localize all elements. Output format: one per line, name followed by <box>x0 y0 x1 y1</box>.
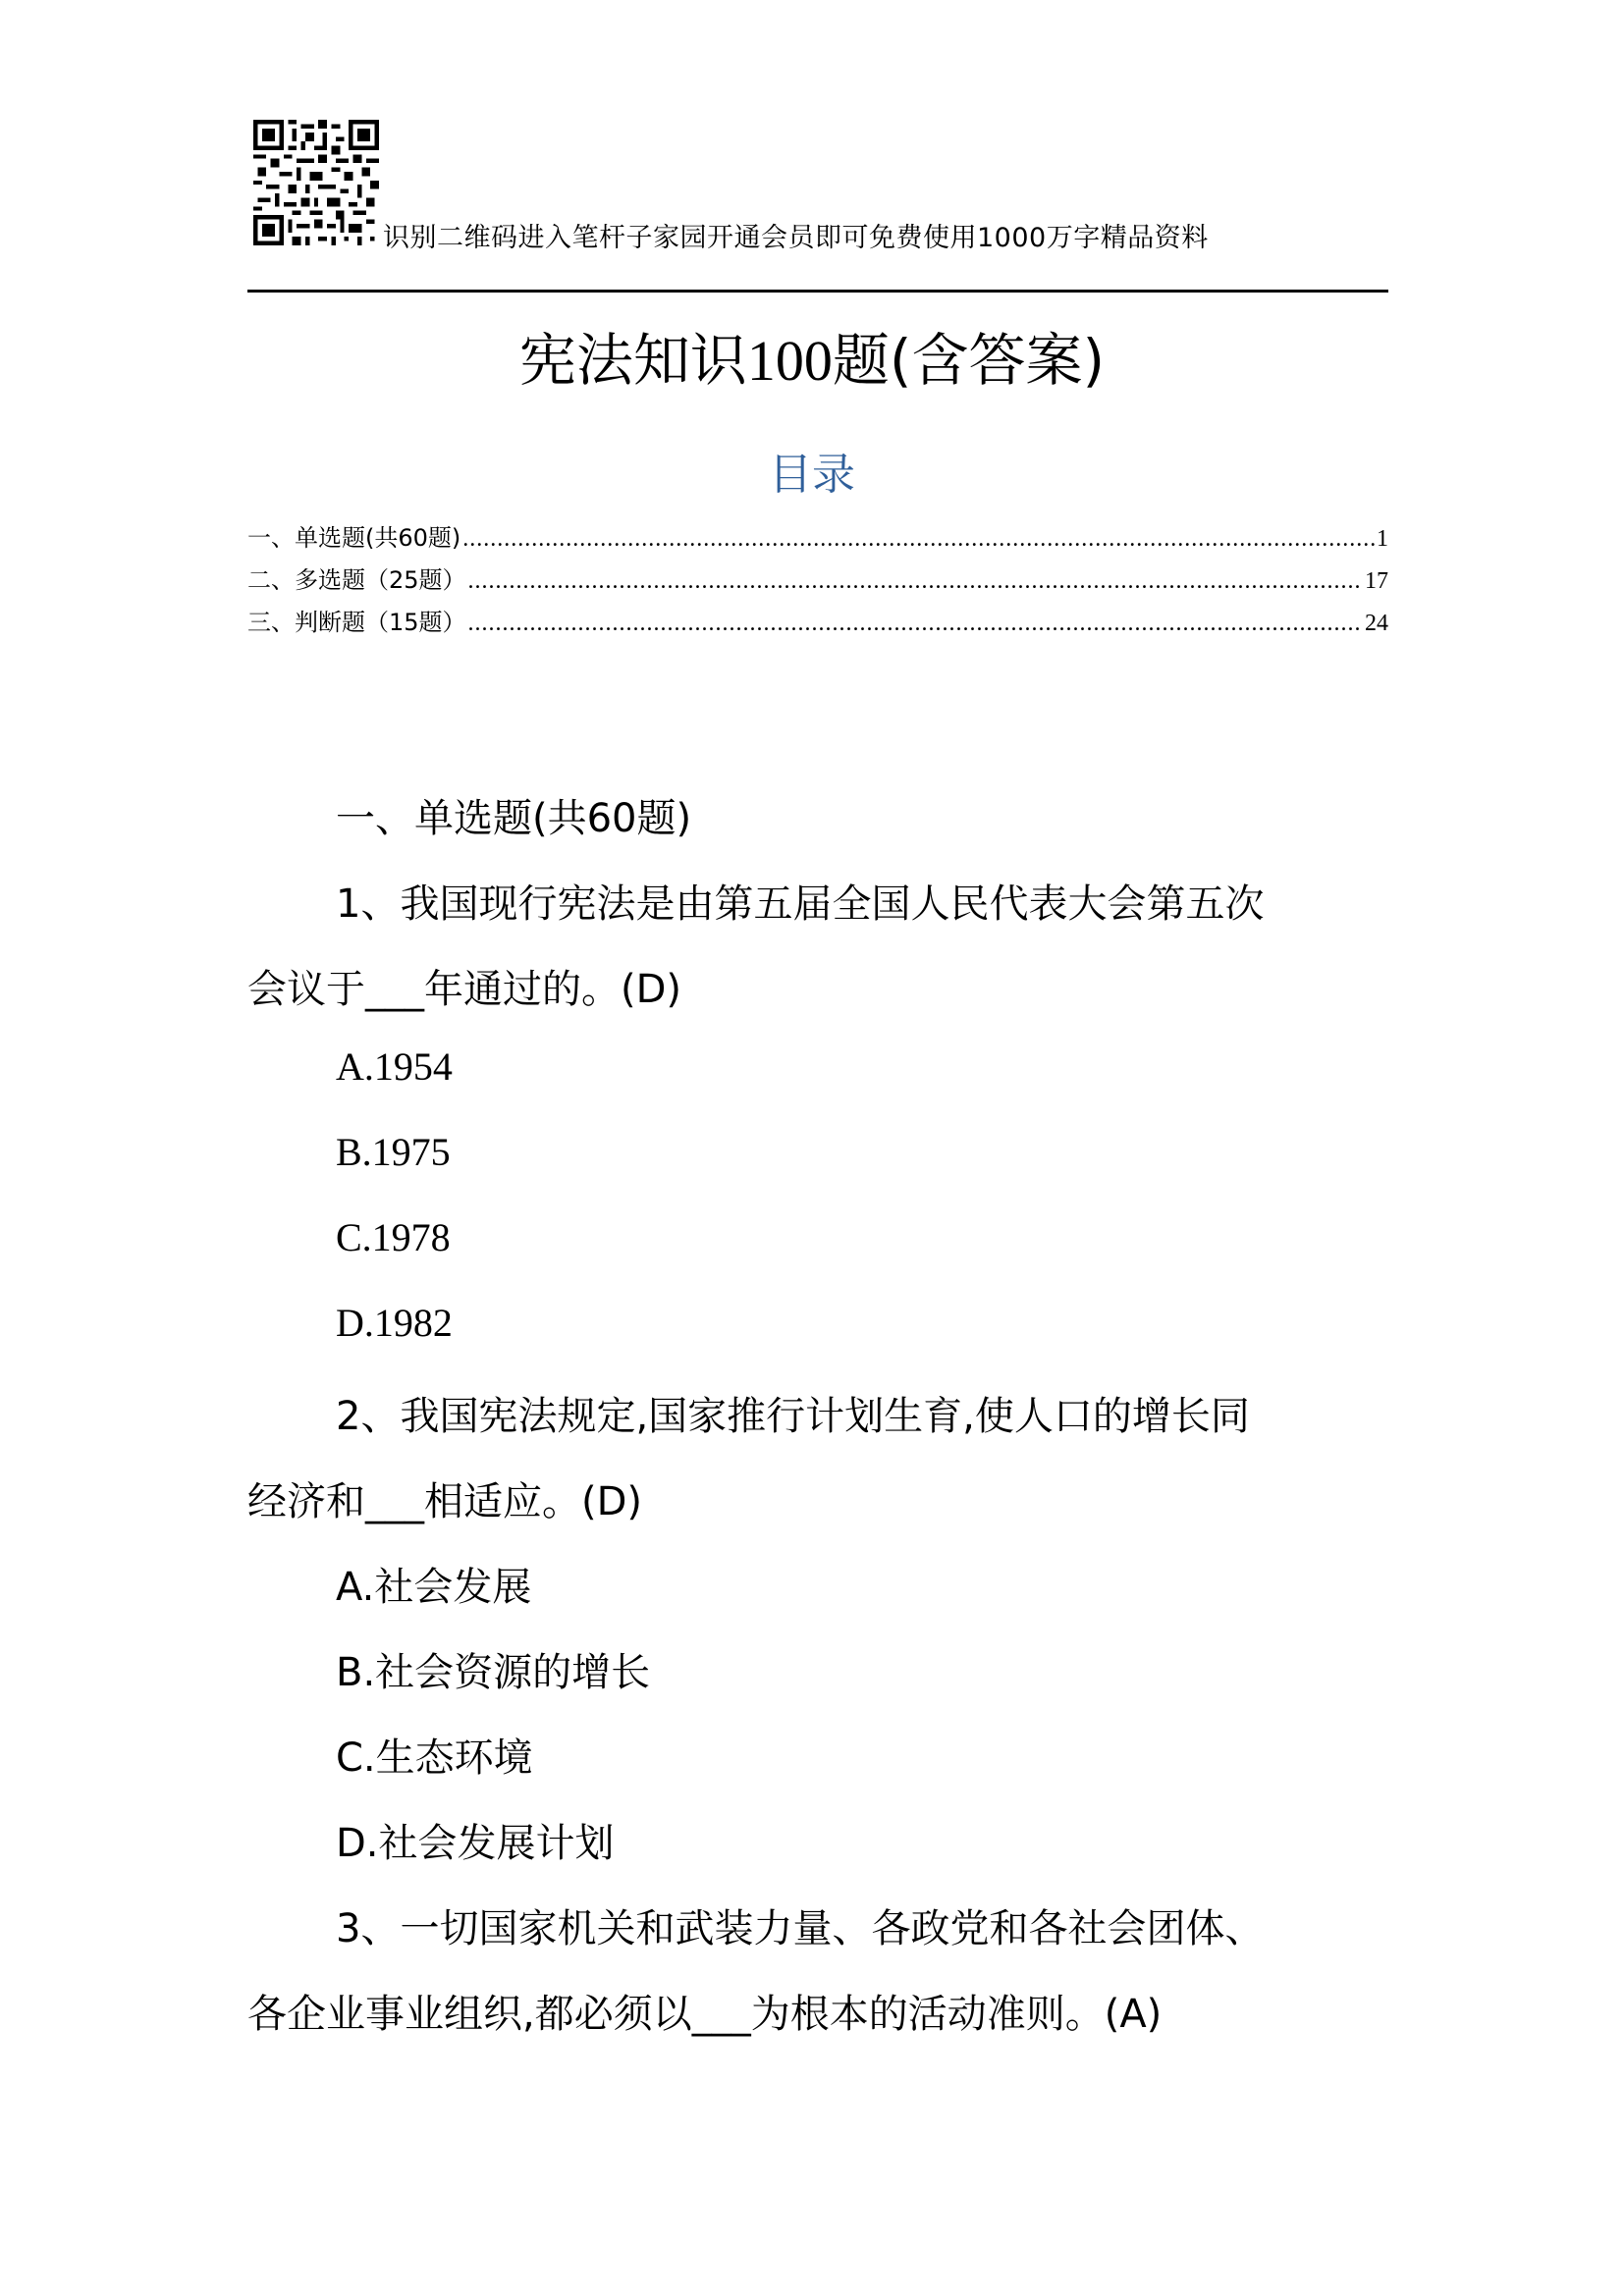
question-2-line-1: 2、我国宪法规定,国家推行计划生育,使人口的增长同 <box>336 1394 1250 1439</box>
toc-leader-dots <box>462 526 1375 553</box>
toc-leader-dots <box>468 568 1363 595</box>
question-1-option-b: B.1975 <box>336 1130 451 1174</box>
qr-banner-text: 识别二维码进入笔杆子家园开通会员即可免费使用1000万字精品资料 <box>383 223 1209 253</box>
question-2-option-b: B.社会资源的增长 <box>336 1650 651 1695</box>
toc-entry-label: 二、多选题（25题） <box>247 566 466 594</box>
qr-code-icon <box>253 120 379 245</box>
header-divider <box>247 290 1388 293</box>
toc-entry-page: 17 <box>1365 568 1388 594</box>
question-3-line-2: 各企业事业组织,都必须以___为根本的活动准则。(A) <box>247 1992 1163 2037</box>
toc-entry-label: 三、判断题（15题） <box>247 609 466 636</box>
toc-leader-dots <box>468 611 1363 637</box>
title-number: 100 <box>746 329 833 393</box>
question-2-line-2: 经济和___相适应。(D) <box>247 1479 643 1524</box>
question-3-line-1: 3、一切国家机关和武装力量、各政党和各社会团体、 <box>336 1906 1265 1951</box>
question-1-line-2: 会议于___年通过的。(D) <box>247 967 682 1012</box>
toc-entry-page: 24 <box>1365 611 1388 636</box>
toc-heading: 目录 <box>769 450 855 500</box>
toc-entry-page: 1 <box>1377 526 1388 552</box>
question-1-option-d: D.1982 <box>336 1301 453 1345</box>
toc-entry-multiple-choice[interactable] <box>247 561 1388 595</box>
question-1-option-c: C.1978 <box>336 1215 451 1259</box>
title-prefix: 宪法知识 <box>518 327 747 394</box>
title-suffix: 题(含答案) <box>832 327 1106 394</box>
section-heading: 一、单选题(共60题) <box>336 796 692 841</box>
toc-entry-single-choice[interactable] <box>247 518 1388 553</box>
toc-entry-true-false[interactable] <box>247 603 1388 637</box>
question-1-line-1: 1、我国现行宪法是由第五届全国人民代表大会第五次 <box>336 881 1265 927</box>
question-2-option-a: A.社会发展 <box>336 1565 532 1610</box>
question-2-option-c: C.生态环境 <box>336 1735 533 1781</box>
page-title <box>0 314 1624 397</box>
question-2-option-d: D.社会发展计划 <box>336 1821 615 1866</box>
question-1-option-a: A.1954 <box>336 1044 453 1089</box>
toc-entry-label: 一、单选题(共60题) <box>247 524 461 552</box>
